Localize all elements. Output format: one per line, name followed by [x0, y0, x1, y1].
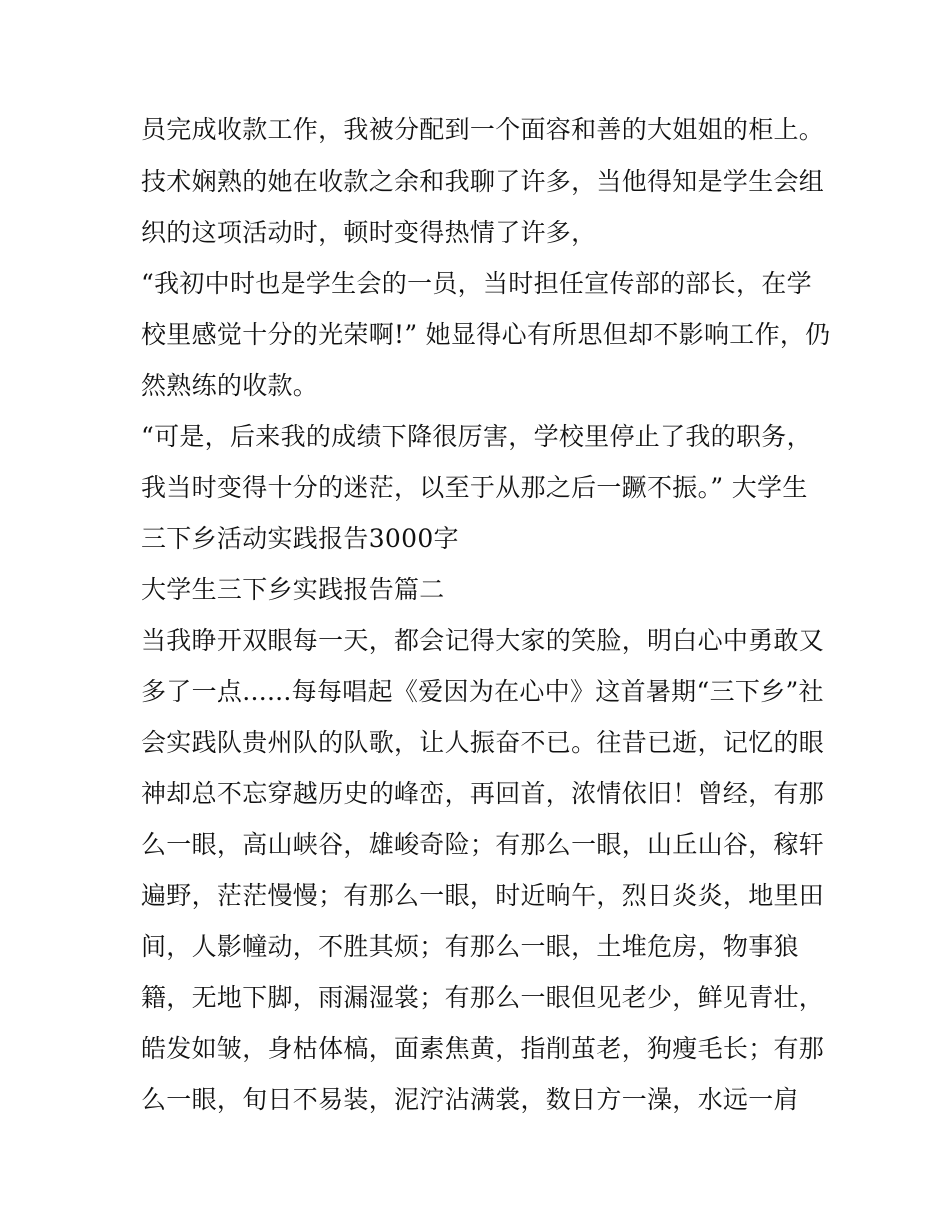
text-line-19: 皓发如皱，身枯体槁，面素焦黄，指削茧老，狗瘦毛长；有那: [141, 1034, 825, 1063]
text-line-20: 么一眼，旬日不易装，泥泞沾满裳，数日方一澡，水远一肩: [141, 1085, 799, 1114]
text-line-8: 我当时变得十分的迷茫，以至于从那之后一蹶不振。” 大学生: [141, 473, 808, 502]
text-line-3: 织的这项活动时，顿时变得热情了许多，: [141, 218, 597, 247]
text-line-11: 当我睁开双眼每一天，都会记得大家的笑脸，明白心中勇敢又: [141, 626, 825, 655]
text-line-7: “可是，后来我的成绩下降很厉害，学校里停止了我的职务，: [141, 422, 812, 451]
text-line-5: 校里感觉十分的光荣啊!” 她显得心有所思但却不影响工作，仍: [141, 320, 831, 349]
text-line-6: 然熟练的收款。: [141, 371, 319, 400]
text-line-9: 三下乡活动实践报告3000字: [141, 524, 459, 553]
text-line-14: 神却总不忘穿越历史的峰峦，再回首，浓情依旧！曾经，有那: [141, 779, 825, 808]
text-line-2: 技术娴熟的她在收款之余和我聊了许多，当他得知是学生会组: [141, 167, 825, 196]
text-line-18: 籍，无地下脚，雨漏湿裳；有那么一眼但见老少，鲜见青壮，: [141, 983, 825, 1012]
text-line-13: 会实践队贵州队的队歌，让人振奋不已。往昔已逝，记忆的眼: [141, 728, 825, 757]
text-line-16: 遍野，茫茫慢慢；有那么一眼，时近晌午，烈日炎炎，地里田: [141, 881, 825, 910]
text-line-1: 员完成收款工作，我被分配到一个面容和善的大姐姐的柜上。: [141, 115, 825, 144]
text-line-17: 间，人影幢动，不胜其烦；有那么一眼，土堆危房，物事狼: [141, 932, 799, 961]
text-line-4: “我初中时也是学生会的一员，当时担任宣传部的部长，在学: [141, 269, 812, 298]
section-heading: 大学生三下乡实践报告篇二: [141, 575, 445, 604]
text-line-12: 多了一点......每每唱起《爱因为在心中》这首暑期“三下乡”社: [141, 677, 824, 706]
text-line-15: 么一眼，高山峡谷，雄峻奇险；有那么一眼，山丘山谷，稼轩: [141, 830, 825, 859]
